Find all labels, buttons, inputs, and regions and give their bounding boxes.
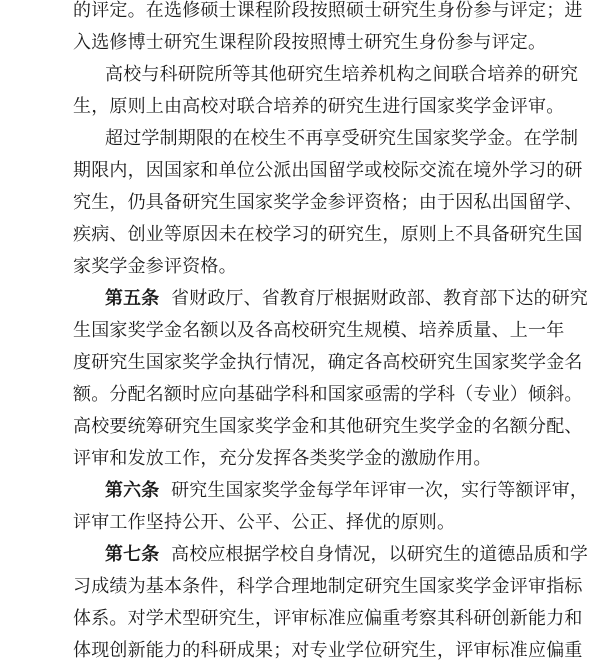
paragraph-line: 度研究生国家奖学金执行情况，确定各高校研究生国家奖学金名 <box>73 352 583 373</box>
paragraph-line <box>105 540 588 570</box>
paragraph-line: 生国家奖学金名额以及各高校研究生规模、培养质量、上一年 <box>73 320 565 341</box>
paragraph-line: 额。分配名额时应向基础学科和国家亟需的学科（专业）倾斜。 <box>73 384 583 405</box>
article-text: 高校应根据学校自身情况，以研究生的道德品质和学 <box>171 544 589 565</box>
paragraph-line: 的评定。在选修硕士课程阶段按照硕士研究生身份参与评定；进 <box>73 0 583 21</box>
paragraph-line: 生，原则上由高校对联合培养的研究生进行国家奖学金评审。 <box>73 96 565 117</box>
paragraph-line <box>105 284 588 314</box>
paragraph-line: 体系。对学术型研究生，评审标准应偏重考察其科研创新能力和 <box>73 608 583 629</box>
paragraph-line: 高校与科研院所等其他研究生培养机构之间联合培养的研究 <box>105 64 579 85</box>
paragraph-line: 习成绩为基本条件，科学合理地制定研究生国家奖学金评审指标 <box>73 576 583 597</box>
paragraph-line: 期限内，因国家和单位公派出国留学或校际交流在境外学习的研 <box>73 160 583 181</box>
paragraph-line: 入选修博士研究生课程阶段按照博士研究生身份参与评定。 <box>73 32 547 53</box>
paragraph-line: 究生，仍具备研究生国家奖学金参评资格；由于因私出国留学、 <box>73 192 583 213</box>
paragraph-line: 评审工作坚持公开、公平、公正、择优的原则。 <box>73 512 456 533</box>
article-heading: 第五条 <box>105 288 160 309</box>
article-heading: 第六条 <box>105 480 160 501</box>
paragraph-line <box>105 476 588 506</box>
article-heading: 第七条 <box>105 544 160 565</box>
paragraph-line: 评审和发放工作，充分发挥各类奖学金的激励作用。 <box>73 448 492 469</box>
article-text: 省财政厅、省教育厅根据财政部、教育部下达的研究 <box>171 288 589 309</box>
paragraph-line: 体现创新能力的科研成果；对专业学位研究生，评审标准应偏重 <box>73 640 583 661</box>
paragraph-line: 疾病、创业等原因未在校学习的研究生，原则上不具备研究生国 <box>73 224 583 245</box>
paragraph-line: 家奖学金参评资格。 <box>73 256 237 277</box>
paragraph-line: 高校要统筹研究生国家奖学金和其他研究生奖学金的名额分配、 <box>73 416 583 437</box>
article-text: 研究生国家奖学金每学年评审一次，实行等额评审， <box>171 480 589 501</box>
paragraph-line: 超过学制期限的在校生不再享受研究生国家奖学金。在学制 <box>105 128 579 149</box>
